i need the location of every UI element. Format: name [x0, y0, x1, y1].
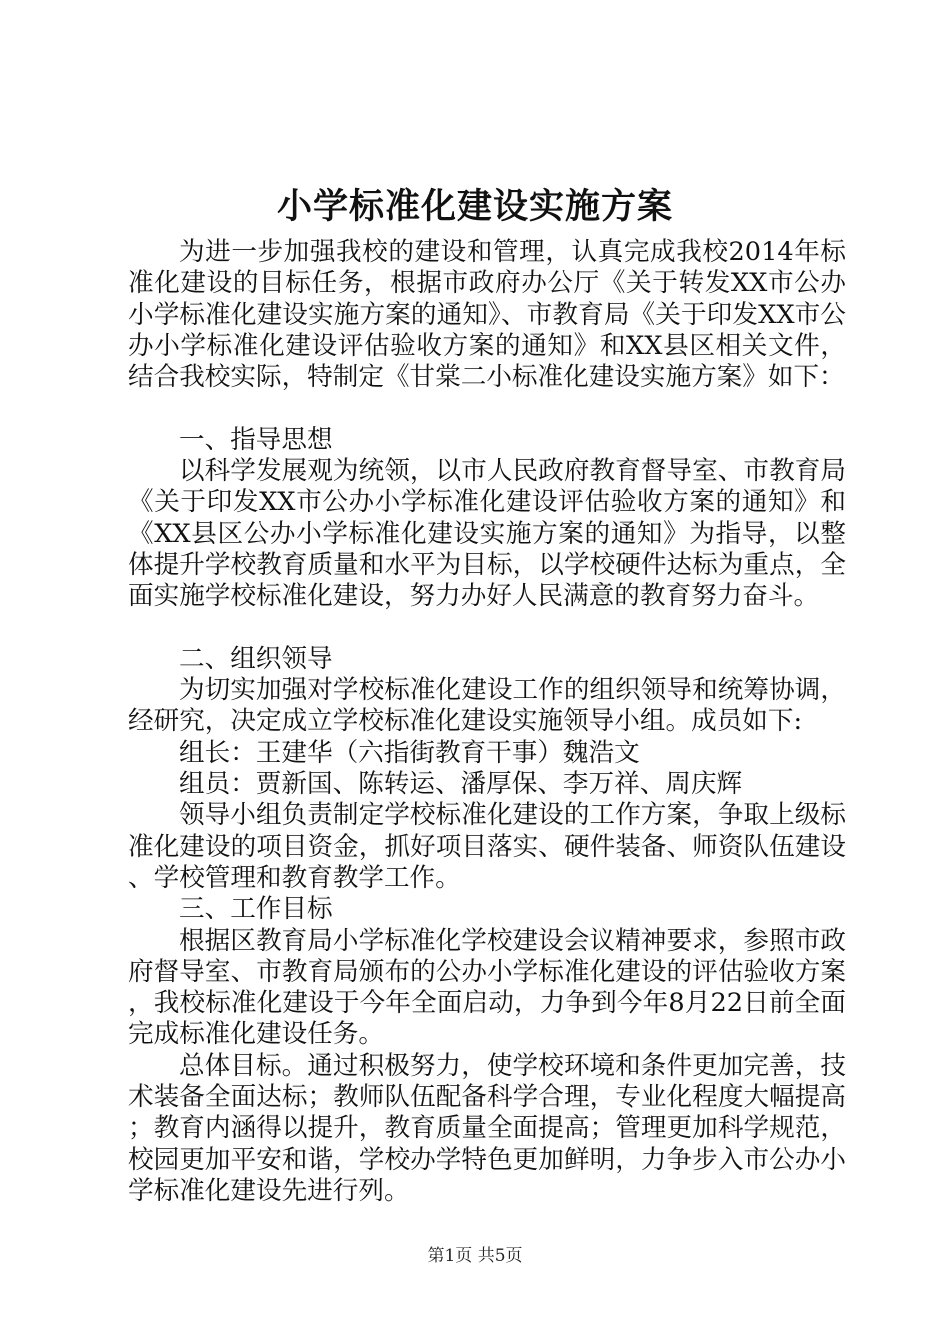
paragraph-gap: [128, 393, 846, 424]
organization-paragraph: 为切实加强对学校标准化建设工作的组织领导和统筹协调，经研究，决定成立学校标准化建设实施领导小组。成员如下:: [128, 675, 846, 737]
page-number-footer: 第1页 共5页: [427, 1246, 523, 1266]
document-title: 小学标准化建设实施方案: [276, 186, 673, 227]
intro-paragraph: 为进一步加强我校的建设和管理，认真完成我校2014年标准化建设的目标任务，根据市政府办公厅《关于转发XX市公办小学标准化建设实施方案的通知》、市教育局《关于印发XX市公办小学标准化建设评估验收方案的通知》和XX县区相关文件，结合我校实际，特制定《甘棠二小标准化建设实施方案》如下：: [128, 237, 846, 393]
overall-goals-paragraph: 总体目标。通过积极努力，使学校环境和条件更加完善，技术装备全面达标；教师队伍配备科学合理，专业化程度大幅提高；教育内涵得以提升，教育质量全面提高；管理更加科学规范，校园更加平安和谐，学校办学特色更加鲜明，力争步入市公办小学标准化建设先进行列。: [128, 1050, 846, 1206]
guiding-ideology-paragraph: 以科学发展观为统领，以市人民政府教育督导室、市教育局《关于印发XX市公办小学标准化建设评估验收方案的通知》和《XX县区公办小学标准化建设实施方案的通知》为指导，以整体提升学校教育质量和水平为目标，以学校硬件达标为重点，全面实施学校标准化建设，努力办好人民满意的教育努力奋斗。: [128, 456, 846, 612]
team-leader-line: 组长：王建华（六指街教育干事）魏浩文: [179, 737, 640, 768]
section-heading-organization: 二、组织领导: [179, 643, 333, 674]
work-goals-paragraph: 根据区教育局小学标准化学校建设会议精神要求，参照市政府督导室、市教育局颁布的公办小学标准化建设的评估验收方案，我校标准化建设于今年全面启动，力争到今年8月22日前全面完成标准化建设任务。: [128, 925, 846, 1050]
leadership-duty-paragraph: 领导小组负责制定学校标准化建设的工作方案，争取上级标准化建设的项目资金，抓好项目落实、硬件装备、师资队伍建设、学校管理和教育教学工作。: [128, 800, 846, 893]
section-heading-guiding-ideology: 一、指导思想: [179, 424, 333, 455]
team-members-line: 组员：贾新国、陈转运、潘厚保、李万祥、周庆辉: [179, 769, 743, 800]
document-body: [128, 237, 846, 1207]
paragraph-gap: [128, 613, 846, 644]
section-heading-work-goals: 三、工作目标: [179, 894, 333, 925]
